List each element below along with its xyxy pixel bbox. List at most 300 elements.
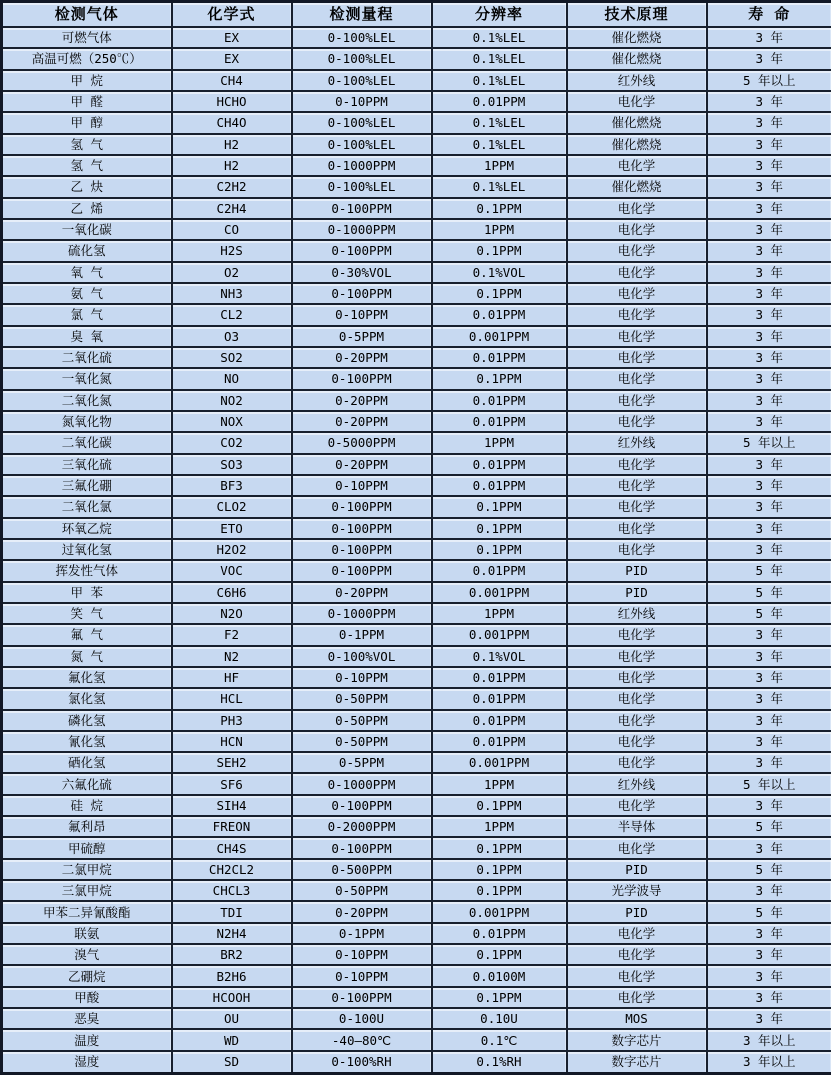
cell-gas-name: 湿度 — [2, 1051, 172, 1074]
cell-chemical-formula: SIH4 — [172, 795, 292, 816]
cell-lifespan: 5 年 — [707, 816, 831, 837]
cell-detection-range: -40—80℃ — [292, 1029, 432, 1050]
cell-resolution: 1PPM — [432, 773, 567, 794]
cell-resolution: 0.1PPM — [432, 880, 567, 901]
cell-resolution: 0.001PPM — [432, 752, 567, 773]
header-row — [2, 2, 831, 28]
cell-chemical-formula: HF — [172, 667, 292, 688]
cell-detection-range: 0-10PPM — [292, 475, 432, 496]
cell-gas-name: 二氧化氯 — [2, 496, 172, 517]
cell-resolution: 0.1%VOL — [432, 646, 567, 667]
cell-gas-name: 甲 苯 — [2, 582, 172, 603]
cell-chemical-formula: HCN — [172, 731, 292, 752]
cell-detection-range: 0-5PPM — [292, 326, 432, 347]
cell-lifespan: 3 年 — [707, 518, 831, 539]
cell-technology-principle: 电化学 — [567, 262, 707, 283]
table-row — [2, 518, 831, 539]
table-header — [2, 2, 831, 28]
cell-technology-principle: 电化学 — [567, 539, 707, 560]
cell-gas-name: 甲硫醇 — [2, 837, 172, 858]
table-row — [2, 475, 831, 496]
cell-gas-name: 环氧乙烷 — [2, 518, 172, 539]
cell-gas-name: 二氧化氮 — [2, 390, 172, 411]
table-row — [2, 582, 831, 603]
cell-lifespan: 3 年 — [707, 944, 831, 965]
table-row — [2, 965, 831, 986]
cell-resolution: 0.1PPM — [432, 368, 567, 389]
cell-resolution: 0.1PPM — [432, 518, 567, 539]
cell-chemical-formula: C6H6 — [172, 582, 292, 603]
cell-chemical-formula: SEH2 — [172, 752, 292, 773]
cell-gas-name: 氮 气 — [2, 646, 172, 667]
cell-chemical-formula: B2H6 — [172, 965, 292, 986]
table-row — [2, 880, 831, 901]
cell-technology-principle: PID — [567, 582, 707, 603]
table-row — [2, 752, 831, 773]
cell-chemical-formula: O2 — [172, 262, 292, 283]
cell-chemical-formula: CLO2 — [172, 496, 292, 517]
cell-resolution: 0.1%RH — [432, 1051, 567, 1074]
cell-chemical-formula: SO3 — [172, 454, 292, 475]
cell-gas-name: 高温可燃（250℃） — [2, 48, 172, 69]
cell-chemical-formula: H2O2 — [172, 539, 292, 560]
cell-technology-principle: 电化学 — [567, 326, 707, 347]
cell-chemical-formula: N2 — [172, 646, 292, 667]
cell-resolution: 0.1PPM — [432, 859, 567, 880]
cell-lifespan: 3 年 — [707, 731, 831, 752]
cell-resolution: 1PPM — [432, 219, 567, 240]
cell-technology-principle: 电化学 — [567, 475, 707, 496]
table-row — [2, 710, 831, 731]
cell-resolution: 0.01PPM — [432, 347, 567, 368]
cell-lifespan: 3 年 — [707, 454, 831, 475]
column-header-technology-principle: 技术原理 — [567, 2, 707, 28]
cell-technology-principle: 催化燃烧 — [567, 176, 707, 197]
table-row — [2, 454, 831, 475]
cell-technology-principle: 电化学 — [567, 667, 707, 688]
cell-technology-principle: 电化学 — [567, 752, 707, 773]
cell-resolution: 0.1PPM — [432, 837, 567, 858]
cell-resolution: 0.01PPM — [432, 560, 567, 581]
cell-chemical-formula: CH4S — [172, 837, 292, 858]
cell-resolution: 0.001PPM — [432, 582, 567, 603]
cell-chemical-formula: C2H2 — [172, 176, 292, 197]
cell-technology-principle: 电化学 — [567, 368, 707, 389]
cell-lifespan: 3 年 — [707, 155, 831, 176]
cell-lifespan: 3 年 — [707, 91, 831, 112]
table-row — [2, 390, 831, 411]
cell-technology-principle: 电化学 — [567, 454, 707, 475]
cell-gas-name: 氧 气 — [2, 262, 172, 283]
cell-chemical-formula: OU — [172, 1008, 292, 1029]
cell-detection-range: 0-50PPM — [292, 731, 432, 752]
table-row — [2, 837, 831, 858]
cell-gas-name: 甲 烷 — [2, 70, 172, 91]
cell-technology-principle: 电化学 — [567, 219, 707, 240]
cell-technology-principle: 电化学 — [567, 91, 707, 112]
cell-technology-principle: PID — [567, 859, 707, 880]
cell-lifespan: 3 年 — [707, 411, 831, 432]
cell-technology-principle: 催化燃烧 — [567, 27, 707, 48]
cell-detection-range: 0-1000PPM — [292, 219, 432, 240]
table-row — [2, 219, 831, 240]
cell-chemical-formula: WD — [172, 1029, 292, 1050]
cell-lifespan: 3 年 — [707, 837, 831, 858]
table-row — [2, 411, 831, 432]
cell-detection-range: 0-100PPM — [292, 198, 432, 219]
cell-chemical-formula: CH4 — [172, 70, 292, 91]
cell-chemical-formula: NH3 — [172, 283, 292, 304]
table-row — [2, 91, 831, 112]
cell-chemical-formula: NO2 — [172, 390, 292, 411]
cell-chemical-formula: NOX — [172, 411, 292, 432]
cell-gas-name: 氯 气 — [2, 304, 172, 325]
table-row — [2, 859, 831, 880]
cell-detection-range: 0-30%VOL — [292, 262, 432, 283]
cell-technology-principle: 电化学 — [567, 347, 707, 368]
cell-gas-name: 三氯甲烷 — [2, 880, 172, 901]
cell-technology-principle: 红外线 — [567, 70, 707, 91]
cell-lifespan: 3 年 — [707, 880, 831, 901]
cell-gas-name: 恶臭 — [2, 1008, 172, 1029]
cell-lifespan: 5 年 — [707, 582, 831, 603]
cell-gas-name: 一氧化碳 — [2, 219, 172, 240]
cell-resolution: 0.1PPM — [432, 240, 567, 261]
table-row — [2, 773, 831, 794]
cell-lifespan: 5 年 — [707, 901, 831, 922]
table-row — [2, 112, 831, 133]
cell-gas-name: 溴气 — [2, 944, 172, 965]
cell-gas-name: 氟 气 — [2, 624, 172, 645]
cell-lifespan: 3 年 — [707, 347, 831, 368]
table-row — [2, 816, 831, 837]
cell-detection-range: 0-10PPM — [292, 944, 432, 965]
cell-gas-name: 甲酸 — [2, 987, 172, 1008]
table-row — [2, 176, 831, 197]
cell-detection-range: 0-20PPM — [292, 582, 432, 603]
cell-lifespan: 5 年 — [707, 859, 831, 880]
cell-chemical-formula: TDI — [172, 901, 292, 922]
cell-detection-range: 0-100%LEL — [292, 134, 432, 155]
cell-lifespan: 3 年 — [707, 987, 831, 1008]
cell-gas-name: 笑 气 — [2, 603, 172, 624]
table-row — [2, 560, 831, 581]
cell-resolution: 0.01PPM — [432, 304, 567, 325]
cell-detection-range: 0-5PPM — [292, 752, 432, 773]
cell-detection-range: 0-1PPM — [292, 624, 432, 645]
cell-resolution: 0.01PPM — [432, 475, 567, 496]
cell-chemical-formula: PH3 — [172, 710, 292, 731]
cell-gas-name: 三氟化硼 — [2, 475, 172, 496]
cell-technology-principle: 红外线 — [567, 603, 707, 624]
cell-gas-name: 乙硼烷 — [2, 965, 172, 986]
cell-lifespan: 3 年 — [707, 390, 831, 411]
cell-lifespan: 3 年 — [707, 27, 831, 48]
cell-lifespan: 5 年 — [707, 603, 831, 624]
cell-technology-principle: 电化学 — [567, 837, 707, 858]
table-row — [2, 667, 831, 688]
cell-chemical-formula: CH4O — [172, 112, 292, 133]
cell-detection-range: 0-20PPM — [292, 390, 432, 411]
cell-technology-principle: 数字芯片 — [567, 1029, 707, 1050]
cell-chemical-formula: H2S — [172, 240, 292, 261]
table-row — [2, 1029, 831, 1050]
cell-detection-range: 0-100PPM — [292, 496, 432, 517]
cell-technology-principle: 电化学 — [567, 198, 707, 219]
column-header-lifespan: 寿 命 — [707, 2, 831, 28]
cell-detection-range: 0-20PPM — [292, 347, 432, 368]
cell-detection-range: 0-100%VOL — [292, 646, 432, 667]
cell-lifespan: 3 年 — [707, 646, 831, 667]
cell-chemical-formula: EX — [172, 48, 292, 69]
cell-detection-range: 0-500PPM — [292, 859, 432, 880]
cell-resolution: 0.1PPM — [432, 283, 567, 304]
cell-chemical-formula: NO — [172, 368, 292, 389]
cell-detection-range: 0-50PPM — [292, 688, 432, 709]
cell-detection-range: 0-100PPM — [292, 837, 432, 858]
cell-gas-name: 二氧化硫 — [2, 347, 172, 368]
cell-detection-range: 0-100PPM — [292, 987, 432, 1008]
cell-resolution: 0.1%LEL — [432, 48, 567, 69]
cell-detection-range: 0-5000PPM — [292, 432, 432, 453]
cell-detection-range: 0-100PPM — [292, 795, 432, 816]
cell-gas-name: 硫化氢 — [2, 240, 172, 261]
cell-technology-principle: 电化学 — [567, 944, 707, 965]
cell-technology-principle: 电化学 — [567, 411, 707, 432]
cell-chemical-formula: CH2CL2 — [172, 859, 292, 880]
cell-gas-name: 硅 烷 — [2, 795, 172, 816]
cell-lifespan: 3 年 — [707, 752, 831, 773]
cell-chemical-formula: SD — [172, 1051, 292, 1074]
cell-lifespan: 5 年以上 — [707, 773, 831, 794]
cell-technology-principle: 红外线 — [567, 432, 707, 453]
cell-gas-name: 可燃气体 — [2, 27, 172, 48]
cell-gas-name: 氨 气 — [2, 283, 172, 304]
cell-technology-principle: 电化学 — [567, 965, 707, 986]
cell-chemical-formula: BR2 — [172, 944, 292, 965]
cell-chemical-formula: CO2 — [172, 432, 292, 453]
cell-lifespan: 3 年以上 — [707, 1029, 831, 1050]
cell-resolution: 0.01PPM — [432, 390, 567, 411]
cell-lifespan: 3 年 — [707, 262, 831, 283]
cell-resolution: 0.1%LEL — [432, 134, 567, 155]
cell-lifespan: 3 年 — [707, 219, 831, 240]
table-row — [2, 944, 831, 965]
cell-gas-name: 六氟化硫 — [2, 773, 172, 794]
table-row — [2, 1008, 831, 1029]
cell-technology-principle: 光学波导 — [567, 880, 707, 901]
cell-chemical-formula: HCOOH — [172, 987, 292, 1008]
table-row — [2, 240, 831, 261]
column-header-resolution: 分辨率 — [432, 2, 567, 28]
cell-chemical-formula: O3 — [172, 326, 292, 347]
cell-detection-range: 0-10PPM — [292, 965, 432, 986]
cell-resolution: 0.01PPM — [432, 710, 567, 731]
table-row — [2, 347, 831, 368]
cell-detection-range: 0-100U — [292, 1008, 432, 1029]
cell-gas-name: 过氧化氢 — [2, 539, 172, 560]
cell-chemical-formula: FREON — [172, 816, 292, 837]
table-row — [2, 603, 831, 624]
cell-gas-name: 氟利昂 — [2, 816, 172, 837]
table-row — [2, 795, 831, 816]
cell-detection-range: 0-100%LEL — [292, 70, 432, 91]
cell-technology-principle: MOS — [567, 1008, 707, 1029]
cell-gas-name: 甲 醇 — [2, 112, 172, 133]
cell-gas-name: 乙 炔 — [2, 176, 172, 197]
cell-resolution: 0.1PPM — [432, 496, 567, 517]
column-header-gas-name: 检测气体 — [2, 2, 172, 28]
table-row — [2, 304, 831, 325]
table-row — [2, 134, 831, 155]
cell-lifespan: 3 年 — [707, 368, 831, 389]
cell-lifespan: 3 年 — [707, 539, 831, 560]
cell-lifespan: 3 年 — [707, 475, 831, 496]
cell-detection-range: 0-100%LEL — [292, 27, 432, 48]
cell-detection-range: 0-1000PPM — [292, 155, 432, 176]
table-row — [2, 624, 831, 645]
cell-technology-principle: 电化学 — [567, 496, 707, 517]
cell-gas-name: 氮氧化物 — [2, 411, 172, 432]
cell-resolution: 0.01PPM — [432, 411, 567, 432]
cell-lifespan: 3 年 — [707, 326, 831, 347]
cell-resolution: 0.1PPM — [432, 987, 567, 1008]
cell-gas-name: 硒化氢 — [2, 752, 172, 773]
cell-detection-range: 0-100PPM — [292, 283, 432, 304]
cell-chemical-formula: HCL — [172, 688, 292, 709]
cell-resolution: 0.01PPM — [432, 731, 567, 752]
cell-detection-range: 0-1PPM — [292, 923, 432, 944]
cell-chemical-formula: VOC — [172, 560, 292, 581]
cell-chemical-formula: H2 — [172, 155, 292, 176]
cell-gas-name: 甲苯二异氰酸酯 — [2, 901, 172, 922]
cell-lifespan: 3 年 — [707, 688, 831, 709]
table-row — [2, 283, 831, 304]
cell-technology-principle: 催化燃烧 — [567, 48, 707, 69]
table-row — [2, 496, 831, 517]
table-row — [2, 901, 831, 922]
cell-lifespan: 5 年 — [707, 560, 831, 581]
cell-gas-name: 氢 气 — [2, 134, 172, 155]
cell-detection-range: 0-20PPM — [292, 411, 432, 432]
table-row — [2, 646, 831, 667]
cell-detection-range: 0-50PPM — [292, 880, 432, 901]
cell-lifespan: 3 年 — [707, 283, 831, 304]
cell-technology-principle: 催化燃烧 — [567, 134, 707, 155]
table-row — [2, 155, 831, 176]
cell-resolution: 0.001PPM — [432, 326, 567, 347]
cell-resolution: 0.1PPM — [432, 944, 567, 965]
cell-resolution: 0.1%LEL — [432, 176, 567, 197]
cell-detection-range: 0-10PPM — [292, 304, 432, 325]
cell-detection-range: 0-1000PPM — [292, 773, 432, 794]
cell-resolution: 0.001PPM — [432, 901, 567, 922]
cell-technology-principle: PID — [567, 560, 707, 581]
cell-lifespan: 3 年 — [707, 965, 831, 986]
cell-technology-principle: PID — [567, 901, 707, 922]
cell-technology-principle: 电化学 — [567, 155, 707, 176]
cell-detection-range: 0-100PPM — [292, 518, 432, 539]
cell-gas-name: 磷化氢 — [2, 710, 172, 731]
cell-technology-principle: 电化学 — [567, 795, 707, 816]
cell-gas-name: 氯化氢 — [2, 688, 172, 709]
cell-resolution: 1PPM — [432, 155, 567, 176]
table-row — [2, 368, 831, 389]
cell-lifespan: 3 年 — [707, 795, 831, 816]
cell-resolution: 0.01PPM — [432, 923, 567, 944]
cell-detection-range: 0-100%LEL — [292, 48, 432, 69]
cell-lifespan: 3 年 — [707, 304, 831, 325]
table-row — [2, 923, 831, 944]
cell-chemical-formula: CHCL3 — [172, 880, 292, 901]
cell-chemical-formula: C2H4 — [172, 198, 292, 219]
cell-lifespan: 3 年 — [707, 923, 831, 944]
cell-resolution: 0.01PPM — [432, 688, 567, 709]
column-header-chemical-formula: 化学式 — [172, 2, 292, 28]
cell-resolution: 1PPM — [432, 603, 567, 624]
cell-resolution: 0.01PPM — [432, 454, 567, 475]
cell-resolution: 0.0100M — [432, 965, 567, 986]
cell-gas-name: 臭 氧 — [2, 326, 172, 347]
cell-technology-principle: 电化学 — [567, 240, 707, 261]
cell-resolution: 0.1PPM — [432, 198, 567, 219]
cell-chemical-formula: BF3 — [172, 475, 292, 496]
cell-lifespan: 3 年 — [707, 667, 831, 688]
table-row — [2, 326, 831, 347]
cell-resolution: 0.1℃ — [432, 1029, 567, 1050]
table-row — [2, 27, 831, 48]
table-row — [2, 432, 831, 453]
cell-resolution: 0.1%LEL — [432, 70, 567, 91]
cell-lifespan: 3 年 — [707, 624, 831, 645]
cell-chemical-formula: ETO — [172, 518, 292, 539]
cell-detection-range: 0-100PPM — [292, 560, 432, 581]
cell-technology-principle: 电化学 — [567, 688, 707, 709]
cell-gas-name: 温度 — [2, 1029, 172, 1050]
table-row — [2, 198, 831, 219]
cell-technology-principle: 催化燃烧 — [567, 112, 707, 133]
cell-detection-range: 0-1000PPM — [292, 603, 432, 624]
cell-resolution: 0.01PPM — [432, 91, 567, 112]
table-row — [2, 1051, 831, 1074]
cell-gas-name: 乙 烯 — [2, 198, 172, 219]
cell-gas-name: 氟化氢 — [2, 667, 172, 688]
cell-lifespan: 3 年 — [707, 1008, 831, 1029]
cell-chemical-formula: EX — [172, 27, 292, 48]
cell-resolution: 0.1%LEL — [432, 27, 567, 48]
table-body — [2, 27, 831, 1074]
cell-detection-range: 0-100PPM — [292, 368, 432, 389]
cell-detection-range: 0-100%RH — [292, 1051, 432, 1074]
table-row — [2, 987, 831, 1008]
cell-lifespan: 3 年 — [707, 240, 831, 261]
cell-detection-range: 0-10PPM — [292, 91, 432, 112]
cell-lifespan: 3 年 — [707, 198, 831, 219]
cell-chemical-formula: SF6 — [172, 773, 292, 794]
table-row — [2, 688, 831, 709]
cell-chemical-formula: N2O — [172, 603, 292, 624]
cell-lifespan: 3 年以上 — [707, 1051, 831, 1074]
cell-detection-range: 0-100PPM — [292, 240, 432, 261]
cell-technology-principle: 电化学 — [567, 304, 707, 325]
column-header-detection-range: 检测量程 — [292, 2, 432, 28]
cell-technology-principle: 电化学 — [567, 283, 707, 304]
cell-chemical-formula: CL2 — [172, 304, 292, 325]
table-row — [2, 731, 831, 752]
cell-technology-principle: 电化学 — [567, 518, 707, 539]
cell-technology-principle: 电化学 — [567, 710, 707, 731]
cell-detection-range: 0-50PPM — [292, 710, 432, 731]
